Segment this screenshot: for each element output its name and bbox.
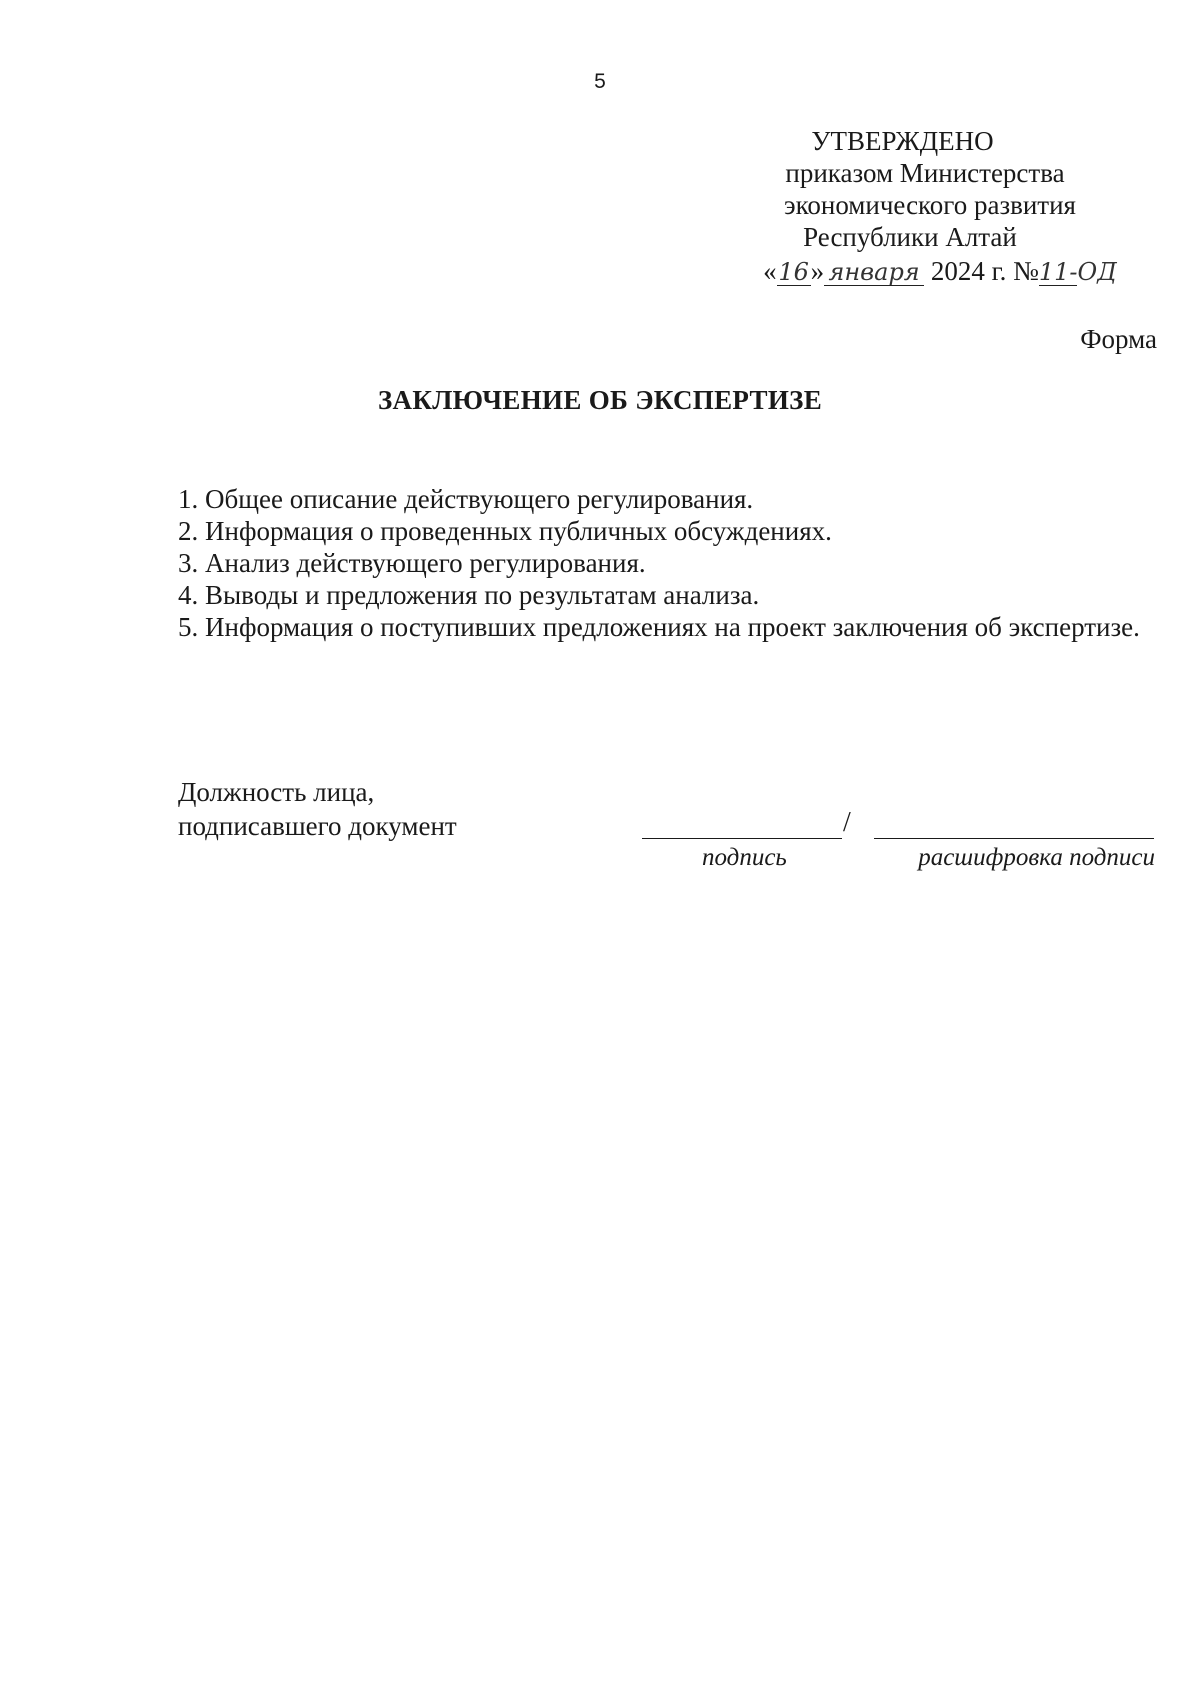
- signer-position: [178, 775, 457, 843]
- handwritten-order-number: 11-ОД: [1038, 258, 1117, 286]
- approval-date-line: [680, 255, 1160, 287]
- signature-line: [642, 838, 842, 839]
- list-item: 3. Анализ действующего регулирования.: [178, 548, 646, 578]
- signature-decoding-line: [874, 838, 1154, 839]
- approval-line-ministry: приказом Министерства: [785, 158, 1065, 188]
- list-item: 2. Информация о проведенных публичных обсуждениях.: [178, 516, 832, 546]
- date-year: 2024 г. №: [930, 256, 1039, 286]
- signature-decoding-caption: расшифровка подписи: [918, 844, 1155, 871]
- page-number: 5: [594, 70, 606, 93]
- signer-position-line2: подписавшего документ: [178, 811, 457, 841]
- approval-stamp: [740, 125, 1160, 287]
- signature-caption: подпись: [702, 844, 787, 871]
- signature-separator: /: [843, 807, 851, 838]
- date-open-quote: «: [763, 256, 777, 286]
- approval-title: УТВЕРЖДЕНО: [811, 126, 994, 156]
- list-item: 4. Выводы и предложения по результатам анализа.: [178, 580, 760, 610]
- handwritten-day: 16: [778, 258, 809, 286]
- handwritten-month: января: [824, 259, 924, 286]
- form-label: Форма: [1080, 324, 1157, 354]
- document-title: ЗАКЛЮЧЕНИЕ ОБ ЭКСПЕРТИЗЕ: [377, 385, 823, 415]
- content-list: [178, 483, 1154, 643]
- list-item: 1. Общее описание действующего регулирования.: [178, 484, 754, 514]
- approval-line-economy: экономического развития: [784, 190, 1076, 220]
- approval-line-republic: Республики Алтай: [803, 222, 1017, 252]
- signer-position-line1: Должность лица,: [178, 777, 375, 807]
- signature-block: [640, 808, 1155, 878]
- date-close-quote: »: [810, 256, 825, 286]
- list-item: 5. Информация о поступивших предложениях на проект заключения об экспертизе.: [178, 612, 1140, 642]
